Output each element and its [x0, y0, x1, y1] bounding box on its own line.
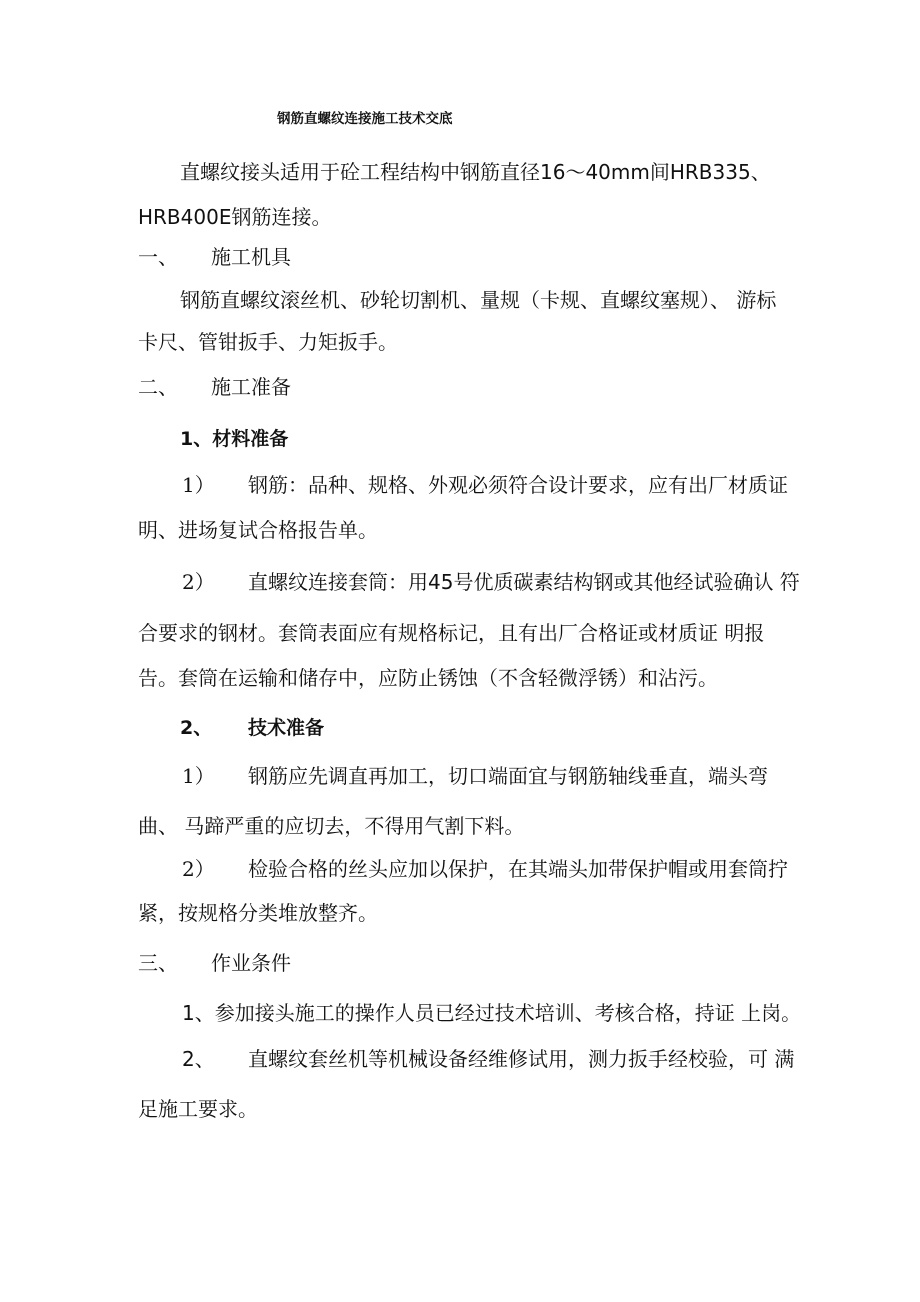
technical-item-1-line-1: 钢筋应先调直再加工，切口端面宜与钢筋轴线垂直，端头弯: [248, 764, 768, 788]
conditions-item-1: 1、参加接头施工的操作人员已经过技术培训、考核合格，持证 上岗。: [182, 1001, 802, 1025]
materials-item-2-number: 2）: [182, 570, 215, 594]
conditions-item-2-line-2: 足施工要求。: [138, 1097, 258, 1121]
conditions-item-2-line-1: 直螺纹套丝机等机械设备经维修试用，测力扳手经校验，可 满: [248, 1047, 795, 1071]
section-3-number: 三、: [138, 951, 178, 975]
technical-item-2-line-1: 检验合格的丝头应加以保护，在其端头加带保护帽或用套筒拧: [248, 857, 788, 881]
section-1-paragraph-line-2: 卡尺、管钳扳手、力矩扳手。: [138, 330, 398, 354]
materials-item-1-line-2: 明、进场复试合格报告单。: [138, 518, 378, 542]
materials-item-2-line-3: 告。套筒在运输和储存中，应防止锈蚀（不含轻微浮锈）和沾污。: [138, 666, 718, 690]
technical-item-2-number: 2）: [182, 857, 215, 881]
section-1-paragraph-line-1: 钢筋直螺纹滚丝机、砂轮切割机、量规（卡规、直螺纹塞规）、 游标: [180, 288, 777, 312]
intro-line-2: HRB400E钢筋连接。: [138, 205, 332, 229]
materials-item-2-line-2: 合要求的钢材。套筒表面应有规格标记，且有出厂合格证或材质证 明报: [138, 621, 765, 645]
conditions-item-2-number: 2、: [182, 1047, 215, 1071]
technical-item-1-number: 1）: [182, 764, 215, 788]
intro-line-1: 直螺纹接头适用于砼工程结构中钢筋直径16～40mm间HRB335、: [180, 160, 771, 184]
section-2-heading: 施工准备: [211, 375, 291, 399]
subsection-technical-heading: 技术准备: [248, 717, 325, 739]
technical-item-1-line-2: 曲、 马蹄严重的应切去，不得用气割下料。: [138, 814, 525, 838]
technical-item-2-line-2: 紧，按规格分类堆放整齐。: [138, 901, 378, 925]
document-title: 钢筋直螺纹连接施工技术交底: [277, 111, 453, 127]
section-1-heading: 施工机具: [211, 245, 291, 269]
section-2-number: 二、: [138, 375, 178, 399]
materials-item-2-line-1: 直螺纹连接套筒：用45号优质碳素结构钢或其他经试验确认 符: [248, 570, 800, 594]
subsection-materials-heading: 1、材料准备: [180, 428, 289, 450]
section-3-heading: 作业条件: [211, 951, 291, 975]
subsection-technical-number: 2、: [180, 717, 213, 739]
section-1-number: 一、: [138, 245, 178, 269]
materials-item-1-number: 1）: [182, 473, 215, 497]
materials-item-1-line-1: 钢筋：品种、规格、外观必须符合设计要求，应有出厂材质证: [248, 473, 788, 497]
